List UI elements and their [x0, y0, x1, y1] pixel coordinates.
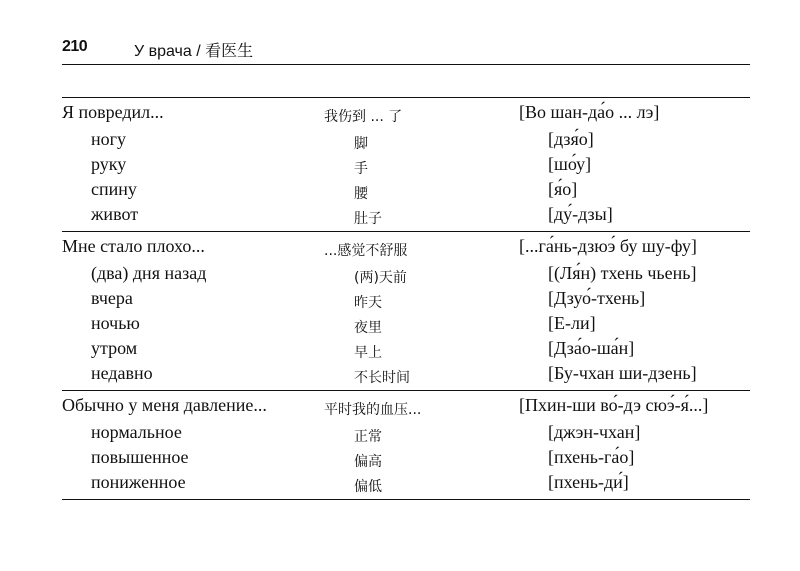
page-number: 210 [62, 38, 88, 55]
phrase-row [62, 203, 750, 228]
phrase-row [62, 446, 750, 471]
chinese-phrase: 夜里 [354, 320, 382, 336]
chinese-phrase: 早上 [354, 345, 382, 361]
chinese-phrase: 偏低 [354, 479, 382, 495]
chinese-phrase: 昨天 [354, 295, 382, 311]
chinese-phrase: 肚子 [354, 211, 382, 227]
transcription: [Е-ли] [548, 313, 596, 333]
phrase-row [62, 178, 750, 203]
phrase-row [62, 471, 750, 496]
russian-phrase: ночью [91, 313, 140, 333]
russian-phrase: пониженное [91, 472, 186, 492]
chinese-phrase: 平时我的血压... [324, 402, 422, 418]
section-feeling-unwell [62, 231, 750, 390]
section-injury [62, 97, 750, 231]
transcription: [пхень-га́о] [548, 447, 635, 467]
chinese-phrase: 正常 [354, 429, 382, 445]
transcription: [...га́нь-дзюэ́ бу шу-фу] [519, 236, 697, 256]
russian-phrase: утром [91, 338, 138, 358]
russian-phrase: нормальное [91, 422, 182, 442]
russian-phrase: Обычно у меня давление... [62, 395, 267, 415]
transcription: [Бу-чхан ши-дзень] [548, 363, 697, 383]
russian-phrase: (два) дня назад [91, 263, 207, 283]
chinese-phrase: 不长时间 [354, 370, 410, 386]
phrase-row [62, 287, 750, 312]
russian-phrase: спину [91, 179, 137, 199]
page-header [62, 32, 750, 64]
phrase-head-row [62, 394, 750, 421]
russian-phrase: повышенное [91, 447, 189, 467]
chinese-phrase: 手 [354, 161, 368, 177]
phrase-table [62, 97, 750, 500]
russian-phrase: вчера [91, 288, 133, 308]
chinese-phrase: (两)天前 [354, 270, 407, 286]
transcription: [Дзуо́-тхень] [548, 288, 646, 308]
phrase-row [62, 153, 750, 178]
transcription: [я́о] [548, 179, 578, 199]
transcription: [дзя́о] [548, 129, 594, 149]
russian-phrase: Мне стало плохо... [62, 236, 205, 256]
transcription: [Дза́о-ша́н] [548, 338, 635, 358]
transcription: [ду́-дзы] [548, 204, 613, 224]
russian-phrase: Я повредил... [62, 102, 164, 122]
transcription: [шо́у] [548, 154, 592, 174]
section-blood-pressure [62, 390, 750, 500]
transcription: [пхень-ди́] [548, 472, 629, 492]
transcription: [Во шан-да́о ... лэ] [519, 102, 660, 122]
header-rule [62, 64, 750, 65]
phrase-row [62, 312, 750, 337]
phrase-row [62, 262, 750, 287]
chinese-phrase: ...感觉不舒服 [324, 243, 408, 259]
transcription: [(Ля́н) тхень чьень] [548, 263, 697, 283]
phrase-row [62, 128, 750, 153]
running-title: У врача / 看医生 [134, 43, 254, 60]
russian-phrase: недавно [91, 363, 153, 383]
chinese-phrase: 腰 [354, 186, 368, 202]
transcription: [Пхин-ши во́-дэ сюэ́-я́...] [519, 395, 709, 415]
chinese-phrase: 偏高 [354, 454, 382, 470]
russian-phrase: живот [91, 204, 139, 224]
phrase-head-row [62, 235, 750, 262]
russian-phrase: ногу [91, 129, 127, 149]
russian-phrase: руку [91, 154, 127, 174]
phrase-row [62, 421, 750, 446]
phrase-head-row [62, 101, 750, 128]
phrase-row [62, 337, 750, 362]
transcription: [джэн-чхан] [548, 422, 641, 442]
phrase-row [62, 362, 750, 387]
chinese-phrase: 脚 [354, 136, 368, 152]
chinese-phrase: 我伤到 ... 了 [324, 109, 403, 125]
